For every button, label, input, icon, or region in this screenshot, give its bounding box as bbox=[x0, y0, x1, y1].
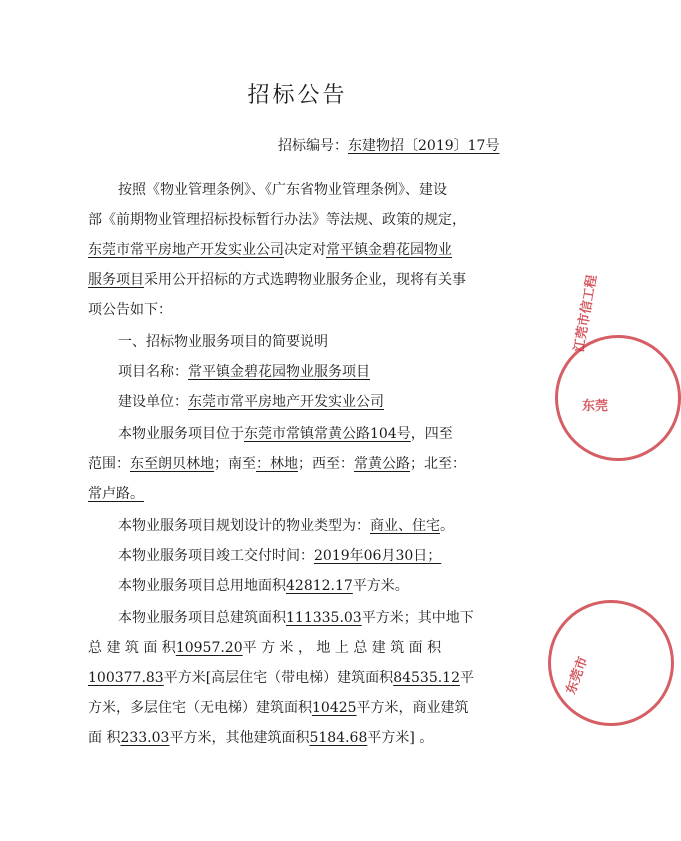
multistory-area: 10425 bbox=[312, 700, 357, 716]
intro-line-2: 部《前期物业管理招标投标暂行办法》等法规、政策的规定， bbox=[88, 212, 466, 228]
location-address: 东莞市常镇常黄公路104号 bbox=[244, 426, 411, 442]
underground-area: 10957.20 bbox=[175, 640, 243, 656]
building-area-suffix: 平方米；其中地下 bbox=[361, 610, 474, 626]
building-area-row-4 bbox=[88, 698, 469, 718]
section-heading-1: 一、招标物业服务项目的简要说明 bbox=[118, 334, 328, 350]
land-area-row bbox=[118, 576, 409, 596]
land-area-label: 本物业服务项目总用地面积 bbox=[118, 578, 286, 594]
builder-value: 东莞市常平房地产开发实业公司 bbox=[188, 394, 384, 410]
boundary-west-label: ；西至： bbox=[298, 456, 354, 472]
project-name-inline-2: 服务项目 bbox=[88, 272, 144, 288]
boundary-label: 范围： bbox=[88, 456, 130, 472]
seal-stamp-top bbox=[555, 335, 681, 461]
location-suffix: ，四至 bbox=[410, 426, 453, 442]
highrise-label: 平方米[高层住宅（带电梯）建筑面积 bbox=[163, 670, 394, 686]
building-area-row-1 bbox=[118, 608, 474, 628]
building-area-row-2 bbox=[88, 638, 441, 658]
page-title: 招标公告 bbox=[247, 83, 348, 108]
land-area-value: 42812.17 bbox=[286, 578, 353, 594]
commercial-label: 平方米，商业建筑 bbox=[356, 700, 469, 716]
completion-row bbox=[118, 546, 441, 566]
other-area: 5184.68 bbox=[309, 730, 368, 746]
land-area-suffix: 平方米。 bbox=[352, 578, 409, 594]
property-type-row bbox=[118, 516, 454, 536]
intro-line-5: 项公告如下： bbox=[88, 302, 172, 318]
other-area-suffix: 平方米] 。 bbox=[367, 730, 434, 746]
intro-text-2: 采用公开招标的方式选聘物业服务企业，现将有关事 bbox=[144, 272, 466, 288]
tender-number bbox=[278, 136, 499, 156]
company-name: 东莞市常平房地产开发实业公司 bbox=[88, 242, 284, 258]
completion-value: 2019年06月30日； bbox=[314, 548, 442, 564]
highrise-suffix: 平 bbox=[460, 670, 474, 686]
building-area-total: 111335.03 bbox=[286, 610, 362, 626]
location-prefix: 本物业服务项目位于 bbox=[118, 426, 244, 442]
tender-number-label: 招标编号： bbox=[278, 138, 348, 154]
tender-number-value: 东建物招〔2019〕17号 bbox=[348, 138, 500, 154]
completion-label: 本物业服务项目竣工交付时间： bbox=[118, 548, 314, 564]
seal-stamp-bottom bbox=[548, 600, 674, 726]
highrise-area: 84535.12 bbox=[393, 670, 460, 686]
property-type-suffix: 。 bbox=[440, 518, 454, 534]
boundary-south-label: ；南至 bbox=[214, 456, 256, 472]
intro-line-4 bbox=[88, 270, 466, 290]
project-name-label: 项目名称： bbox=[118, 364, 188, 380]
boundary-east: 东至朗贝林地 bbox=[130, 456, 214, 472]
building-area-label: 本物业服务项目总建筑面积 bbox=[118, 610, 286, 626]
aboveground-label: 平 方 米 ， 地 上 总 建 筑 面 积 bbox=[242, 640, 442, 656]
other-area-label: 平方米，其他建筑面积 bbox=[169, 730, 310, 746]
boundary-row-2 bbox=[88, 484, 144, 504]
boundary-row bbox=[88, 454, 466, 474]
boundary-north-label: ；北至： bbox=[410, 456, 466, 472]
boundary-south: ：林地 bbox=[256, 456, 298, 472]
seal-text-bottom: 东莞市 bbox=[563, 654, 592, 697]
multistory-label: 方米，多层住宅（无电梯）建筑面积 bbox=[88, 700, 312, 716]
boundary-north: 常卢路。 bbox=[88, 486, 144, 502]
builder-label: 建设单位： bbox=[118, 394, 188, 410]
building-area-row-5 bbox=[88, 728, 433, 748]
location-row bbox=[118, 424, 453, 444]
intro-line-3 bbox=[88, 240, 452, 260]
intro-line-1: 按照《物业管理条例》、《广东省物业管理条例》、建设 bbox=[118, 182, 447, 198]
project-name-inline: 常平镇金碧花园物业 bbox=[326, 242, 452, 258]
intro-text: 决定对 bbox=[284, 242, 326, 258]
seal-text-top-2: 东莞 bbox=[582, 399, 609, 414]
property-type-value: 商业、住宅 bbox=[370, 518, 440, 534]
project-name-row bbox=[118, 362, 370, 382]
commercial-area: 233.03 bbox=[120, 730, 170, 746]
building-area-row-3 bbox=[88, 668, 474, 688]
underground-label: 总 建 筑 面 积 bbox=[88, 640, 176, 656]
aboveground-area: 100377.83 bbox=[88, 670, 164, 686]
project-name-value: 常平镇金碧花园物业服务项目 bbox=[188, 364, 370, 380]
commercial-label-2: 面 积 bbox=[88, 730, 121, 746]
seal-text-top: 江莞市信工程 bbox=[571, 273, 601, 354]
builder-row bbox=[118, 392, 384, 412]
boundary-west: 常黄公路 bbox=[354, 456, 410, 472]
property-type-label: 本物业服务项目规划设计的物业类型为： bbox=[118, 518, 370, 534]
